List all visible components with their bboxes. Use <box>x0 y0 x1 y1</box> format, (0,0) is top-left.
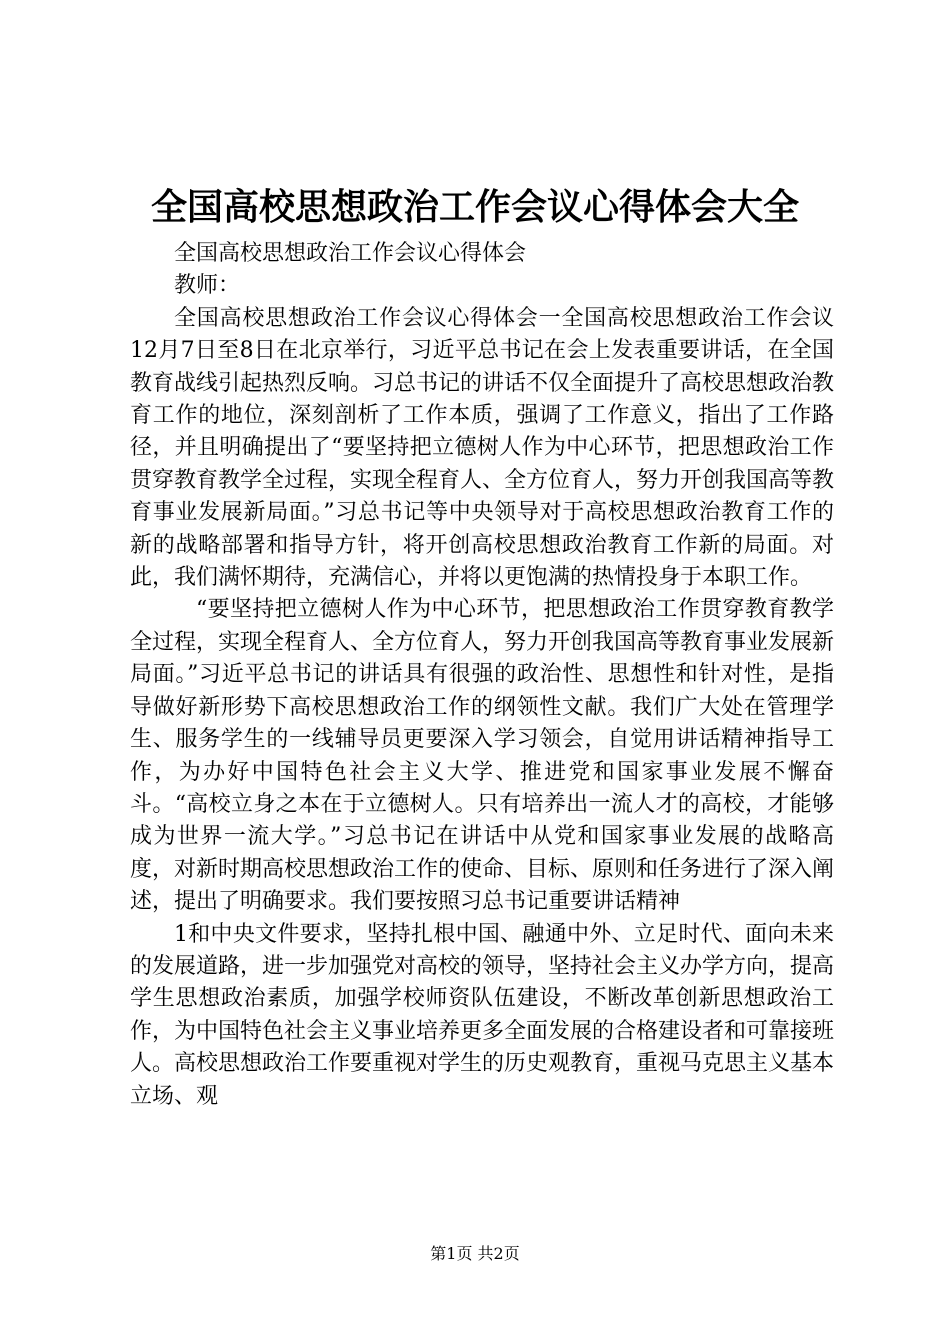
document-body <box>130 238 834 1113</box>
document-subtitle: 全国高校思想政治工作会议心得体会 <box>174 241 527 266</box>
page-number-footer: 第1页 共2页 <box>430 1244 520 1263</box>
body-paragraph: 1和中央文件要求，坚持扎根中国、融通中外、立足时代、面向未来的发展道路，进一步加强党对高校的领导，坚持社会主义办学方向，提高学生思想政治素质，加强学校师资队伍建设，不断改革创新思想政治工作，为中国特色社会主义事业培养更多全面发展的合格建设者和可靠接班人。高校思想政治工作要重视对学生的历史观教育，重视马克思主义基本立场、观 <box>130 921 835 1109</box>
document-title: 全国高校思想政治工作会议心得体会大全 <box>150 186 799 228</box>
body-paragraph: “要坚持把立德树人作为中心环节，把思想政治工作贯穿教育教学全过程，实现全程育人、全方位育人，努力开创我国高等教育事业发展新局面。”习近平总书记的讲话具有很强的政治性、思想性和针对性，是指导做好新形势下高校思想政治工作的纲领性文献。我们广大处在管理学生、服务学生的一线辅导员更要深入学习领会，自觉用讲话精神指导工作，为办好中国特色社会主义大学、推进党和国家事业发展不懈奋斗。“高校立身之本在于立德树人。只有培养出一流人才的高校，才能够成为世界一流大学。”习总书记在讲话中从党和国家事业发展的战略高度，对新时期高校思想政治工作的使命、目标、原则和任务进行了深入阐述，提出了明确要求。我们要按照习总书记重要讲话精神 <box>130 597 835 915</box>
body-paragraph: 全国高校思想政治工作会议心得体会一全国高校思想政治工作会议12月7日至8日在北京举行，习近平总书记在会上发表重要讲话，在全国教育战线引起热烈反响。习总书记的讲话不仅全面提升了高校思想政治教育工作的地位，深刻剖析了工作本质，强调了工作意义，指出了工作路径，并且明确提出了“要坚持把立德树人作为中心环节，把思想政治工作贯穿教育教学全过程，实现全程育人、全方位育人，努力开创我国高等教育事业发展新局面。”习总书记等中央领导对于高校思想政治教育工作的新的战略部署和指导方针，将开创高校思想政治教育工作新的局面。对此，我们满怀期待，充满信心，并将以更饱满的热情投身于本职工作。 <box>130 305 835 591</box>
document-salutation: 教师： <box>174 273 241 299</box>
